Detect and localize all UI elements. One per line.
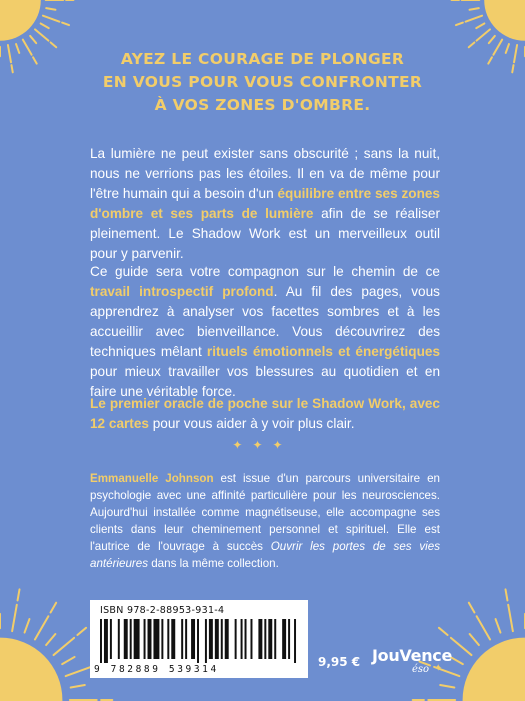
sun-ray — [25, 619, 30, 632]
sun-ray — [16, 44, 19, 53]
barcode-bar — [268, 619, 272, 659]
sun-disc — [463, 638, 525, 701]
sun-ray — [493, 40, 502, 55]
sun-ray — [30, 36, 36, 43]
barcode-bar — [205, 619, 207, 663]
barcode-bar — [258, 619, 262, 659]
barcode-bar — [215, 619, 219, 659]
sun-ray — [11, 65, 12, 72]
author-name: Emmanuelle Johnson — [90, 472, 214, 485]
barcode-bar — [104, 619, 108, 663]
highlight-oracle: Le premier oracle de poche sur le Shadow Work, avec 12 cartes — [90, 396, 440, 431]
paragraph-oracle — [90, 394, 440, 434]
sun-ray — [470, 634, 479, 645]
barcode-bar — [148, 619, 152, 659]
sun-ray — [62, 23, 69, 26]
sun-ray — [33, 57, 37, 63]
sun-ray — [62, 657, 74, 664]
barcode-bar — [110, 619, 112, 659]
sun-ray — [496, 619, 501, 632]
sun-ray — [469, 42, 475, 47]
barcode-bar — [161, 619, 163, 659]
sun-ray — [451, 638, 472, 655]
sun-ray — [54, 638, 75, 655]
sun-ray — [514, 45, 517, 62]
barcode-bars — [98, 619, 300, 663]
sun-ray — [41, 23, 49, 28]
sun-ray — [71, 685, 85, 687]
sparkle-icon: ✦ — [434, 663, 443, 674]
sun-ray — [470, 8, 479, 10]
barcode-bar — [274, 619, 276, 659]
star-divider: ✦✦✦ — [232, 438, 293, 452]
barcode-bar — [282, 619, 286, 659]
sun-ray — [469, 603, 475, 613]
headline-line-2: EN VOUS POUR VOUS CONFRONTER — [102, 73, 423, 91]
sun-ray — [476, 23, 484, 28]
barcode-box — [90, 600, 308, 678]
sun-disc — [484, 0, 525, 41]
paragraph-intro — [90, 144, 440, 264]
paragraph-guide-text-2: . Au fil des pages, vous apprendrez à analyser vos facettes sombres et à les accueillir avec bienveillance. Vous découvrirez des techniques mêlant — [90, 284, 440, 359]
sun-ray — [440, 685, 454, 687]
sun-ray — [8, 45, 11, 62]
highlight-introspective-work: travail introspectif profond — [90, 284, 274, 299]
sun-ray — [51, 603, 57, 613]
sun-ray — [439, 628, 448, 635]
sun-ray — [35, 29, 48, 40]
paragraph-intro-text-1: La lumière ne peut exister sans obscurité ; sans la nuit, nous ne verrions pas les étoiles. Il en va de même pour l'être humain qui a besoin d'un — [90, 146, 440, 201]
sun-ray — [506, 44, 509, 53]
author-previous-book: Ouvrir les portes de ses vies antérieures — [90, 540, 441, 570]
headline-line-3: À VOS ZONES D'OMBRE. — [154, 96, 371, 114]
sun-bottom-right-decoration — [395, 570, 525, 701]
sun-disc — [0, 0, 41, 41]
sun-ray — [512, 65, 513, 72]
sun-ray — [35, 616, 48, 639]
barcode-bar — [225, 619, 229, 659]
barcode-bar — [144, 619, 146, 659]
barcode-bar — [221, 619, 223, 659]
sun-ray — [18, 589, 20, 600]
sun-ray — [66, 667, 91, 676]
sun-ray — [51, 42, 57, 47]
sun-ray — [466, 16, 482, 22]
barcode-bar — [100, 619, 102, 663]
paragraph-guide-text-1: Ce guide sera votre compagnon sur le chemin de ce — [90, 264, 440, 279]
paragraph-oracle-text: pour vous aider à y voir plus clair. — [148, 416, 355, 431]
sun-ray — [508, 605, 513, 631]
price: 9,95 € — [318, 655, 361, 669]
isbn-label: ISBN 978-2-88953-931-4 — [100, 605, 225, 616]
barcode-bar — [235, 619, 237, 659]
paragraph-guide-text-3: pour mieux travailler vos blessures au quotidien et en faire une véritable force. — [90, 364, 440, 399]
barcode-bar — [185, 619, 187, 659]
sun-ray — [489, 36, 495, 43]
barcode-bar — [171, 619, 175, 659]
sun-ray — [505, 589, 507, 600]
barcode-bar — [209, 619, 213, 659]
barcode-bar — [241, 619, 243, 659]
barcode-bar — [153, 619, 159, 659]
barcode-bar — [264, 619, 266, 659]
sun-ray — [77, 628, 86, 635]
publisher-logo-main: JouVence — [372, 646, 453, 665]
barcode-bar — [245, 619, 247, 659]
sun-ray — [43, 16, 59, 22]
barcode-bar — [118, 619, 120, 659]
paragraph-guide — [90, 262, 440, 402]
publisher-logo — [372, 644, 452, 680]
barcode-bar — [294, 619, 296, 663]
publisher-logo-sub: éso — [412, 664, 430, 675]
barcode-bar — [130, 619, 132, 659]
sun-ray — [477, 29, 490, 40]
sun-disc — [0, 638, 62, 701]
highlight-rituals: rituels émotionnels et énergétiques — [206, 344, 441, 359]
author-bio-text-2: dans la même collection. — [148, 557, 279, 570]
sun-ray — [450, 657, 462, 664]
sun-ray — [12, 605, 17, 631]
barcode-bar — [191, 619, 195, 659]
barcode-digits: 9 782889 539314 — [94, 664, 219, 675]
sun-ray — [23, 40, 32, 55]
author-bio — [90, 470, 440, 572]
sun-ray — [477, 616, 490, 639]
author-bio-text-1: est issue d'un parcours universitaire en psychologie avec une affinité particulière pour les neurosciences. Aujourd'hui installée comme magnétiseuse, elle accompagne ses clients dans leur cheminement personnel et spirituel. Elle est l'autrice de l'ouvrage à succès — [90, 472, 440, 553]
barcode-bar — [250, 619, 252, 659]
sun-ray — [46, 8, 55, 10]
barcode-bar — [181, 619, 183, 659]
highlight-balance: équilibre entre ses zones d'ombre et ses parts de lumière — [90, 186, 440, 221]
headline-line-1: AYEZ LE COURAGE DE PLONGER — [120, 50, 405, 68]
barcode-bar — [288, 619, 290, 659]
sun-ray — [456, 23, 463, 26]
headline — [60, 48, 465, 117]
sun-ray — [46, 634, 55, 645]
barcode-bar — [197, 619, 199, 663]
barcode-bar — [134, 619, 140, 659]
barcode-bar — [167, 619, 169, 659]
barcode-bar — [124, 619, 128, 659]
sun-ray — [488, 57, 492, 63]
paragraph-intro-text-2: afin de se réaliser pleinement. Le Shadow Work est un merveilleux outil pour y parvenir. — [90, 206, 440, 261]
